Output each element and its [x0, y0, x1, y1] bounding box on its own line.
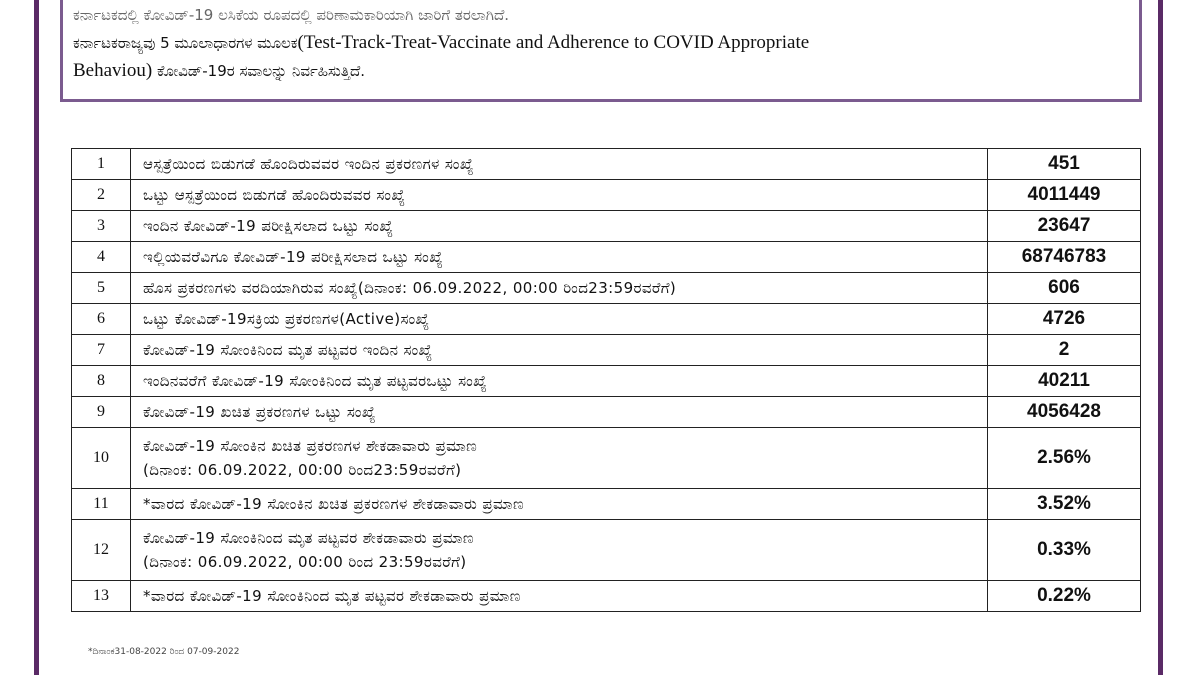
- row-number: 7: [72, 335, 131, 366]
- row-description: ಇಲ್ಲಿಯವರೆವಿಗೂ ಕೋವಿಡ್-19 ಪರೀಕ್ಷಿಸಲಾದ ಒಟ್ಟು ಸಂಖ್ಯೆ: [131, 242, 988, 273]
- row-description: ಹೊಸ ಪ್ರಕರಣಗಳು ವರದಿಯಾಗಿರುವ ಸಂಖ್ಯೆ(ದಿನಾಂಕ: 06.09.2022, 00:00 ರಿಂದ23:59ರವರೆಗೆ): [131, 273, 988, 304]
- row-description: [131, 428, 988, 489]
- covid-stats-table: [71, 148, 1141, 612]
- table-row: [72, 366, 1141, 397]
- row-value: 40211: [988, 366, 1141, 397]
- table-row: [72, 520, 1141, 581]
- table-row: [72, 180, 1141, 211]
- row-description: ಕೋವಿಡ್-19 ಸೋಂಕಿನಿಂದ ಮೃತ ಪಟ್ಟವರ ಇಂದಿನ ಸಂಖ್ಯೆ: [131, 335, 988, 366]
- row-number: 11: [72, 489, 131, 520]
- row-description-line-2: (ದಿನಾಂಕ: 06.09.2022, 00:00 ರಿಂದ 23:59ರವರೆಗೆ): [143, 553, 467, 571]
- row-value: 0.22%: [988, 581, 1141, 612]
- row-number: 8: [72, 366, 131, 397]
- footnote: *ದಿನಾಂಕ31-08-2022 ರಿಂದ 07-09-2022: [88, 647, 240, 657]
- table-row: [72, 397, 1141, 428]
- row-number: 1: [72, 149, 131, 180]
- row-value: 0.33%: [988, 520, 1141, 581]
- table-row: [72, 581, 1141, 612]
- notice-line-2-english: (Test-Track-Treat-Vaccinate and Adherence to COVID Appropriate: [297, 32, 810, 53]
- row-value: 2.56%: [988, 428, 1141, 489]
- row-number: 5: [72, 273, 131, 304]
- row-description: ಒಟ್ಟು ಆಸ್ಪತ್ರೆಯಿಂದ ಬಿಡುಗಡೆ ಹೊಂದಿರುವವರ ಸಂಖ್ಯೆ: [131, 180, 988, 211]
- row-description-line-2: (ದಿನಾಂಕ: 06.09.2022, 00:00 ರಿಂದ23:59ರವರೆಗೆ): [143, 461, 462, 479]
- table-row: [72, 242, 1141, 273]
- row-value: 23647: [988, 211, 1141, 242]
- row-value: 4726: [988, 304, 1141, 335]
- row-description: ಕೋವಿಡ್-19 ಖಚಿತ ಪ್ರಕರಣಗಳ ಒಟ್ಟು ಸಂಖ್ಯೆ: [131, 397, 988, 428]
- row-number: 10: [72, 428, 131, 489]
- row-number: 9: [72, 397, 131, 428]
- notice-line-3: [73, 57, 1129, 85]
- row-number: 13: [72, 581, 131, 612]
- row-value: 4011449: [988, 180, 1141, 211]
- row-number: 4: [72, 242, 131, 273]
- page-frame-right: [1158, 0, 1163, 675]
- table-row: [72, 273, 1141, 304]
- table-row: [72, 335, 1141, 366]
- row-value: 606: [988, 273, 1141, 304]
- notice-box: [60, 0, 1142, 102]
- row-description: ಇಂದಿನ ಕೋವಿಡ್-19 ಪರೀಕ್ಷಿಸಲಾದ ಒಟ್ಟು ಸಂಖ್ಯೆ: [131, 211, 988, 242]
- row-description: *ವಾರದ ಕೋವಿಡ್-19 ಸೋಂಕಿನಿಂದ ಮೃತ ಪಟ್ಟವರ ಶೇಕಡಾವಾರು ಪ್ರಮಾಣ: [131, 581, 988, 612]
- row-description-line-1: ಕೋವಿಡ್-19 ಸೋಂಕಿನ ಖಚಿತ ಪ್ರಕರಣಗಳ ಶೇಕಡಾವಾರು ಪ್ರಮಾಣ: [143, 437, 478, 455]
- table-row: [72, 428, 1141, 489]
- notice-line-3-suffix: ಕೋವಿಡ್-19ರ ಸವಾಲನ್ನು ನಿರ್ವಹಿಸುತ್ತಿದೆ.: [156, 62, 366, 80]
- row-value: 451: [988, 149, 1141, 180]
- row-number: 12: [72, 520, 131, 581]
- notice-line-2-prefix: ಕರ್ನಾಟಕರಾಜ್ಯವು 5 ಮೂಲಾಧಾರಗಳ ಮೂಲಕ: [73, 34, 298, 52]
- page-frame-left: [34, 0, 39, 675]
- notice-line-2: [73, 29, 1129, 57]
- row-number: 2: [72, 180, 131, 211]
- notice-line-3-english: Behaviou): [73, 60, 153, 81]
- row-description-line-1: ಕೋವಿಡ್-19 ಸೋಂಕಿನಿಂದ ಮೃತ ಪಟ್ಟವರ ಶೇಕಡಾವಾರು ಪ್ರಮಾಣ: [143, 529, 474, 547]
- row-value: 4056428: [988, 397, 1141, 428]
- row-number: 6: [72, 304, 131, 335]
- row-value: 3.52%: [988, 489, 1141, 520]
- row-description: *ವಾರದ ಕೋವಿಡ್-19 ಸೋಂಕಿನ ಖಚಿತ ಪ್ರಕರಣಗಳ ಶೇಕಡಾವಾರು ಪ್ರಮಾಣ: [131, 489, 988, 520]
- row-number: 3: [72, 211, 131, 242]
- table-row: [72, 149, 1141, 180]
- row-description: [131, 520, 988, 581]
- table-row: [72, 211, 1141, 242]
- table-row: [72, 489, 1141, 520]
- row-description: ಒಟ್ಟು ಕೋವಿಡ್-19ಸಕ್ರಿಯ ಪ್ರಕರಣಗಳ(Active)ಸಂಖ್ಯೆ: [131, 304, 988, 335]
- row-value: 2: [988, 335, 1141, 366]
- row-description: ಇಂದಿನವರೆಗೆ ಕೋವಿಡ್-19 ಸೋಂಕಿನಿಂದ ಮೃತ ಪಟ್ಟವರಒಟ್ಟು ಸಂಖ್ಯೆ: [131, 366, 988, 397]
- table-row: [72, 304, 1141, 335]
- row-description: ಆಸ್ಪತ್ರೆಯಿಂದ ಬಿಡುಗಡೆ ಹೊಂದಿರುವವರ ಇಂದಿನ ಪ್ರಕರಣಗಳ ಸಂಖ್ಯೆ: [131, 149, 988, 180]
- notice-line-1: ಕರ್ನಾಟಕದಲ್ಲಿ ಕೋವಿಡ್-19 ಲಸಿಕೆಯ ರೂಪದಲ್ಲಿ ಪರಿಣಾಮಕಾರಿಯಾಗಿ ಜಾರಿಗೆ ತರಲಾಗಿದೆ.: [73, 6, 510, 24]
- row-value: 68746783: [988, 242, 1141, 273]
